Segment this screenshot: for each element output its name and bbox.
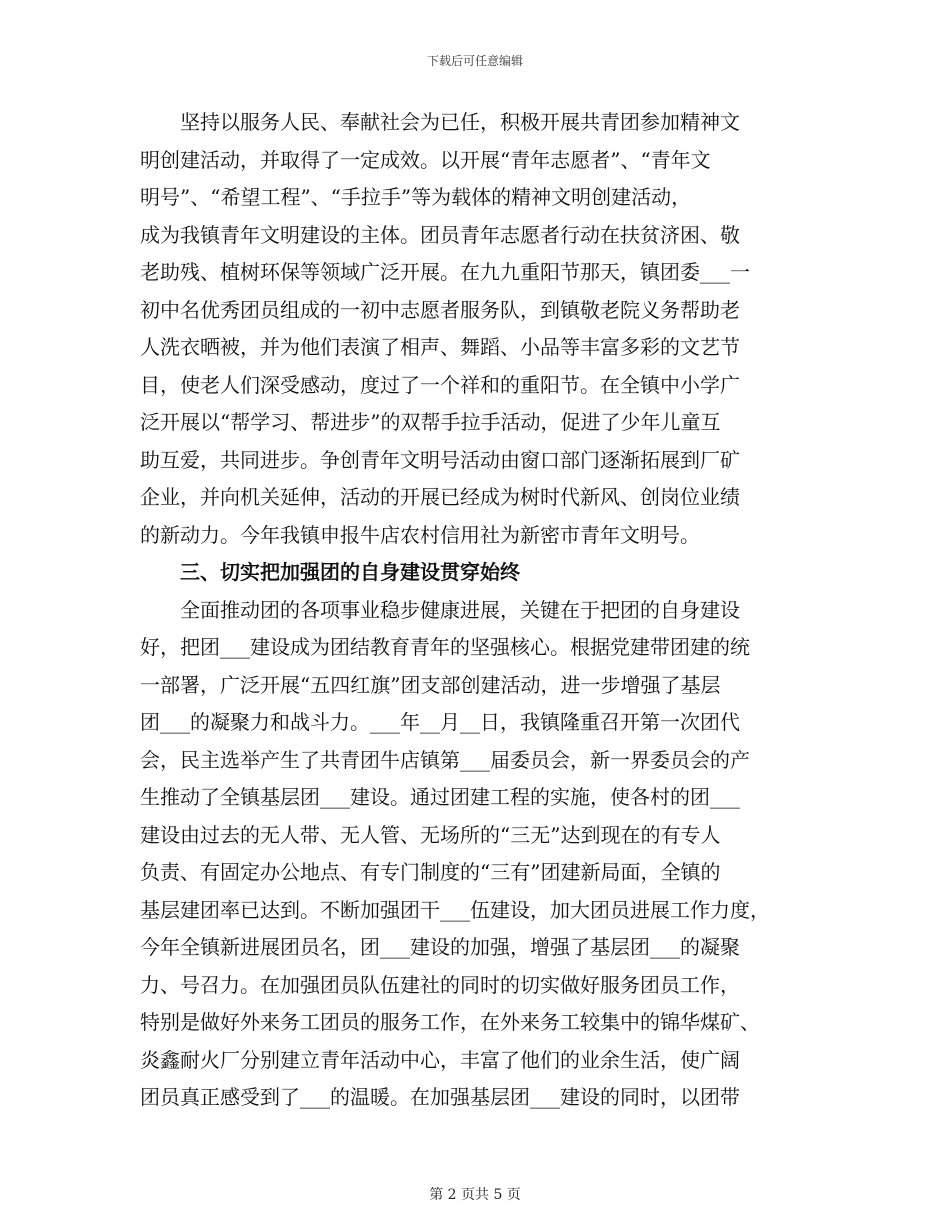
text-line: 好，把团___建设成为团结教育青年的坚强核心。根据党建带团建的统 [140,635,750,659]
text-line: 会，民主选举产生了共青团牛店镇第___届委员会，新一界委员会的产 [140,747,750,772]
text-line: 基层建团率已达到。不断加强团干___伍建设，加大团员进展工作力度， [140,897,770,922]
text-line: 力、号召力。在加强团员队伍建社的同时的切实做好服务团员工作， [140,972,740,997]
text-line: 助互爱，共同进步。争创青年文明号活动由窗口部门逐渐拓展到厂矿 [140,447,740,472]
document-body [140,104,815,1117]
text-line: 炎鑫耐火厂分别建立青年活动中心，丰富了他们的业余生活，使广阔 [140,1047,740,1072]
text-line: 的新动力。今年我镇申报牛店农村信用社为新密市青年文明号。 [140,522,700,547]
text-line: 目，使老人们深受感动，度过了一个祥和的重阳节。在全镇中小学广 [140,372,740,397]
text-line: 团员真正感受到了___的温暖。在加强基层团___建设的同时，以团带 [140,1085,740,1109]
text-line: 全面推动团的各项事业稳步健康进展，关键在于把团的自身建设 [140,597,740,622]
text-line: 明创建活动，并取得了一定成效。以开展“青年志愿者”、“青年文 [140,147,711,172]
text-line: 特别是做好外来务工团员的服务工作，在外来务工较集中的锦华煤矿、 [140,1010,760,1034]
text-line: 企业，并向机关延伸，活动的开展已经成为树时代新风、创岗位业绩 [140,485,740,509]
text-line: 负责、有固定办公地点、有专门制度的“三有”团建新局面，全镇的 [140,860,721,884]
text-line: 老助残、植树环保等领域广泛开展。在九九重阳节那天，镇团委___一 [140,260,750,284]
text-line: 泛开展以“帮学习、帮进步”的双帮手拉手活动，促进了少年儿童互 [140,410,721,434]
text-line: 建设由过去的无人带、无人管、无场所的“三无”达到现在的有专人 [140,822,721,847]
text-line: 团___的凝聚力和战斗力。___年__月__日，我镇隆重召开第一次团代 [140,710,740,734]
text-line: 成为我镇青年文明建设的主体。团员青年志愿者行动在扶贫济困、敬 [140,222,740,247]
text-line: 人洗衣晒被，并为他们表演了相声、舞蹈、小品等丰富多彩的文艺节 [140,335,740,359]
text-line: 今年全镇新进展团员名，团___建设的加强，增强了基层团___的凝聚 [140,935,740,959]
section-heading: 三、切实把加强团的自身建设贯穿始终 [140,560,520,584]
page-footer: 第 2 页共 5 页 [429,1187,521,1203]
text-line: 生推动了全镇基层团___建设。通过团建工程的实施，使各村的团___ [140,785,740,809]
text-line: 初中名优秀团员组成的一初中志愿者服务队，到镇敬老院义务帮助老 [140,297,740,322]
text-line: 一部署，广泛开展“五四红旗”团支部创建活动，进一步增强了基层 [140,672,721,697]
text-line: 坚持以服务人民、奉献社会为已任，积极开展共青团参加精神文 [140,110,740,134]
page-header: 下载后可任意编辑 [426,54,523,68]
text-line: 明号”、“希望工程”、“手拉手”等为载体的精神文明创建活动， [140,185,692,209]
